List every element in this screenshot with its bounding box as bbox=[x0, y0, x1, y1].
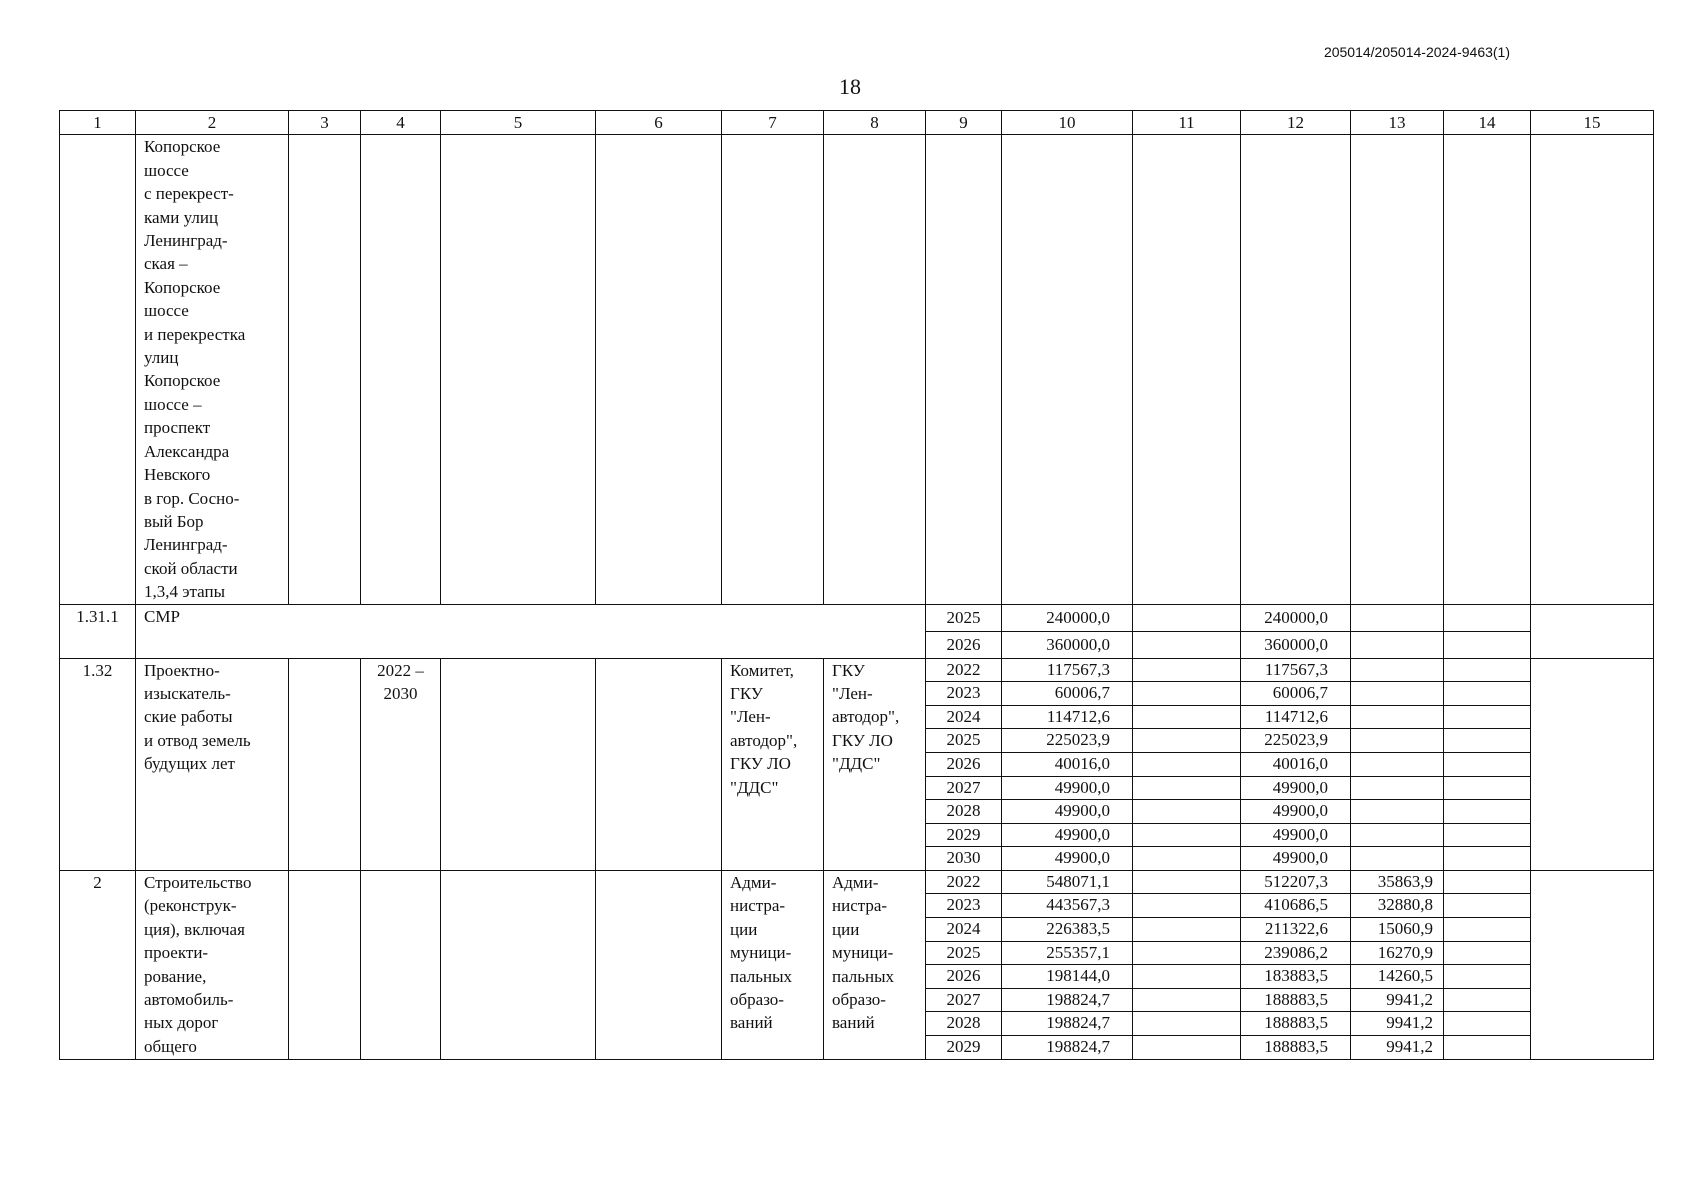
cell-total: 49900,0 bbox=[1002, 823, 1133, 847]
cell-regional: 188883,5 bbox=[1241, 1036, 1351, 1060]
cell-local: 14260,5 bbox=[1351, 965, 1444, 989]
col-header-7: 7 bbox=[722, 111, 824, 135]
cell-regional: 225023,9 bbox=[1241, 729, 1351, 753]
cell-total: 49900,0 bbox=[1002, 776, 1133, 800]
cell-total: 198144,0 bbox=[1002, 965, 1133, 989]
cell-local: 9941,2 bbox=[1351, 1036, 1444, 1060]
col-header-4: 4 bbox=[361, 111, 441, 135]
cell-regional: 188883,5 bbox=[1241, 988, 1351, 1012]
cell-total: 117567,3 bbox=[1002, 658, 1133, 682]
cell-regional: 60006,7 bbox=[1241, 682, 1351, 706]
cell-number: 1.32 bbox=[60, 658, 136, 870]
cell-object-name: Проектно- изыскатель- ские работы и отвод земель будущих лет bbox=[136, 658, 289, 870]
cell-year: 2024 bbox=[926, 705, 1002, 729]
cell-year: 2023 bbox=[926, 894, 1002, 918]
col-header-3: 3 bbox=[289, 111, 361, 135]
cell-year: 2029 bbox=[926, 1036, 1002, 1060]
cell-executor: Адми- нистра- ции муници- пальных образо- ваний bbox=[824, 870, 926, 1059]
cell-year: 2030 bbox=[926, 847, 1002, 871]
cell-local: 35863,9 bbox=[1351, 870, 1444, 894]
cell-regional: 239086,2 bbox=[1241, 941, 1351, 965]
cell-local: 16270,9 bbox=[1351, 941, 1444, 965]
cell-year: 2022 bbox=[926, 870, 1002, 894]
col-header-6: 6 bbox=[596, 111, 722, 135]
cell-year: 2025 bbox=[926, 604, 1002, 631]
col-header-11: 11 bbox=[1133, 111, 1241, 135]
cell-period: 2022 – 2030 bbox=[361, 658, 441, 870]
cell-year: 2026 bbox=[926, 752, 1002, 776]
cell-regional: 183883,5 bbox=[1241, 965, 1351, 989]
cell-executor: ГКУ "Лен- автодор", ГКУ ЛО "ДДС" bbox=[824, 658, 926, 870]
program-table bbox=[59, 110, 1654, 1060]
cell-regional: 512207,3 bbox=[1241, 870, 1351, 894]
table-row bbox=[60, 870, 1654, 894]
cell-object-name: Строительство (реконструк- ция), включая проекти- рование, автомобиль- ных дорог общего bbox=[136, 870, 289, 1059]
col-header-10: 10 bbox=[1002, 111, 1133, 135]
cell-regional: 240000,0 bbox=[1241, 604, 1351, 631]
cell-year: 2022 bbox=[926, 658, 1002, 682]
document-id: 205014/205014-2024-9463(1) bbox=[1323, 44, 1510, 60]
col-header-1: 1 bbox=[60, 111, 136, 135]
cell-year: 2028 bbox=[926, 1012, 1002, 1036]
cell-year: 2025 bbox=[926, 729, 1002, 753]
cell-total: 40016,0 bbox=[1002, 752, 1133, 776]
cell-number bbox=[60, 135, 136, 604]
cell-total: 60006,7 bbox=[1002, 682, 1133, 706]
cell-total: 198824,7 bbox=[1002, 1036, 1133, 1060]
col-header-12: 12 bbox=[1241, 111, 1351, 135]
cell-local: 15060,9 bbox=[1351, 918, 1444, 942]
cell-regional: 114712,6 bbox=[1241, 705, 1351, 729]
cell-object-name: Копорское шоссе с перекрест- ками улиц Ленинград- ская – Копорское шоссе и перекрестка улиц Копорское шоссе – проспект Александра Невского в гор. Сосно- вый Бор Ленинград- ской области 1,3,4 этапы bbox=[136, 135, 289, 604]
cell-total: 255357,1 bbox=[1002, 941, 1133, 965]
cell-regional: 40016,0 bbox=[1241, 752, 1351, 776]
cell-number: 1.31.1 bbox=[60, 604, 136, 658]
cell-regional: 49900,0 bbox=[1241, 847, 1351, 871]
cell-year: 2026 bbox=[926, 631, 1002, 658]
cell-year: 2029 bbox=[926, 823, 1002, 847]
cell-total: 240000,0 bbox=[1002, 604, 1133, 631]
cell-total: 198824,7 bbox=[1002, 1012, 1133, 1036]
cell-local: 32880,8 bbox=[1351, 894, 1444, 918]
cell-year: 2025 bbox=[926, 941, 1002, 965]
cell-total: 114712,6 bbox=[1002, 705, 1133, 729]
cell-local: 9941,2 bbox=[1351, 1012, 1444, 1036]
table-row bbox=[60, 658, 1654, 682]
cell-regional: 360000,0 bbox=[1241, 631, 1351, 658]
cell-regional: 49900,0 bbox=[1241, 800, 1351, 824]
cell-year: 2027 bbox=[926, 776, 1002, 800]
col-header-9: 9 bbox=[926, 111, 1002, 135]
cell-customer: Адми- нистра- ции муници- пальных образо- ваний bbox=[722, 870, 824, 1059]
cell-year: 2023 bbox=[926, 682, 1002, 706]
cell-object-name: СМР bbox=[136, 604, 926, 658]
cell-total: 443567,3 bbox=[1002, 894, 1133, 918]
cell-total: 49900,0 bbox=[1002, 800, 1133, 824]
cell-regional: 410686,5 bbox=[1241, 894, 1351, 918]
cell-regional: 117567,3 bbox=[1241, 658, 1351, 682]
page-number: 18 bbox=[839, 74, 861, 99]
cell-regional: 49900,0 bbox=[1241, 776, 1351, 800]
cell-total: 49900,0 bbox=[1002, 847, 1133, 871]
cell-number: 2 bbox=[60, 870, 136, 1059]
cell-total: 225023,9 bbox=[1002, 729, 1133, 753]
col-header-15: 15 bbox=[1531, 111, 1654, 135]
col-header-8: 8 bbox=[824, 111, 926, 135]
cell-year: 2027 bbox=[926, 988, 1002, 1012]
table-row bbox=[60, 135, 1654, 604]
cell-regional: 49900,0 bbox=[1241, 823, 1351, 847]
cell-year: 2026 bbox=[926, 965, 1002, 989]
cell-year: 2024 bbox=[926, 918, 1002, 942]
cell-regional: 188883,5 bbox=[1241, 1012, 1351, 1036]
col-header-5: 5 bbox=[441, 111, 596, 135]
cell-total: 360000,0 bbox=[1002, 631, 1133, 658]
col-header-2: 2 bbox=[136, 111, 289, 135]
cell-customer: Комитет, ГКУ "Лен- автодор", ГКУ ЛО "ДДС" bbox=[722, 658, 824, 870]
cell-total: 198824,7 bbox=[1002, 988, 1133, 1012]
cell-year: 2028 bbox=[926, 800, 1002, 824]
cell-total: 226383,5 bbox=[1002, 918, 1133, 942]
cell-total: 548071,1 bbox=[1002, 870, 1133, 894]
cell-regional: 211322,6 bbox=[1241, 918, 1351, 942]
cell-local: 9941,2 bbox=[1351, 988, 1444, 1012]
header-row bbox=[60, 111, 1654, 135]
table-row bbox=[60, 604, 1654, 631]
col-header-13: 13 bbox=[1351, 111, 1444, 135]
col-header-14: 14 bbox=[1444, 111, 1531, 135]
